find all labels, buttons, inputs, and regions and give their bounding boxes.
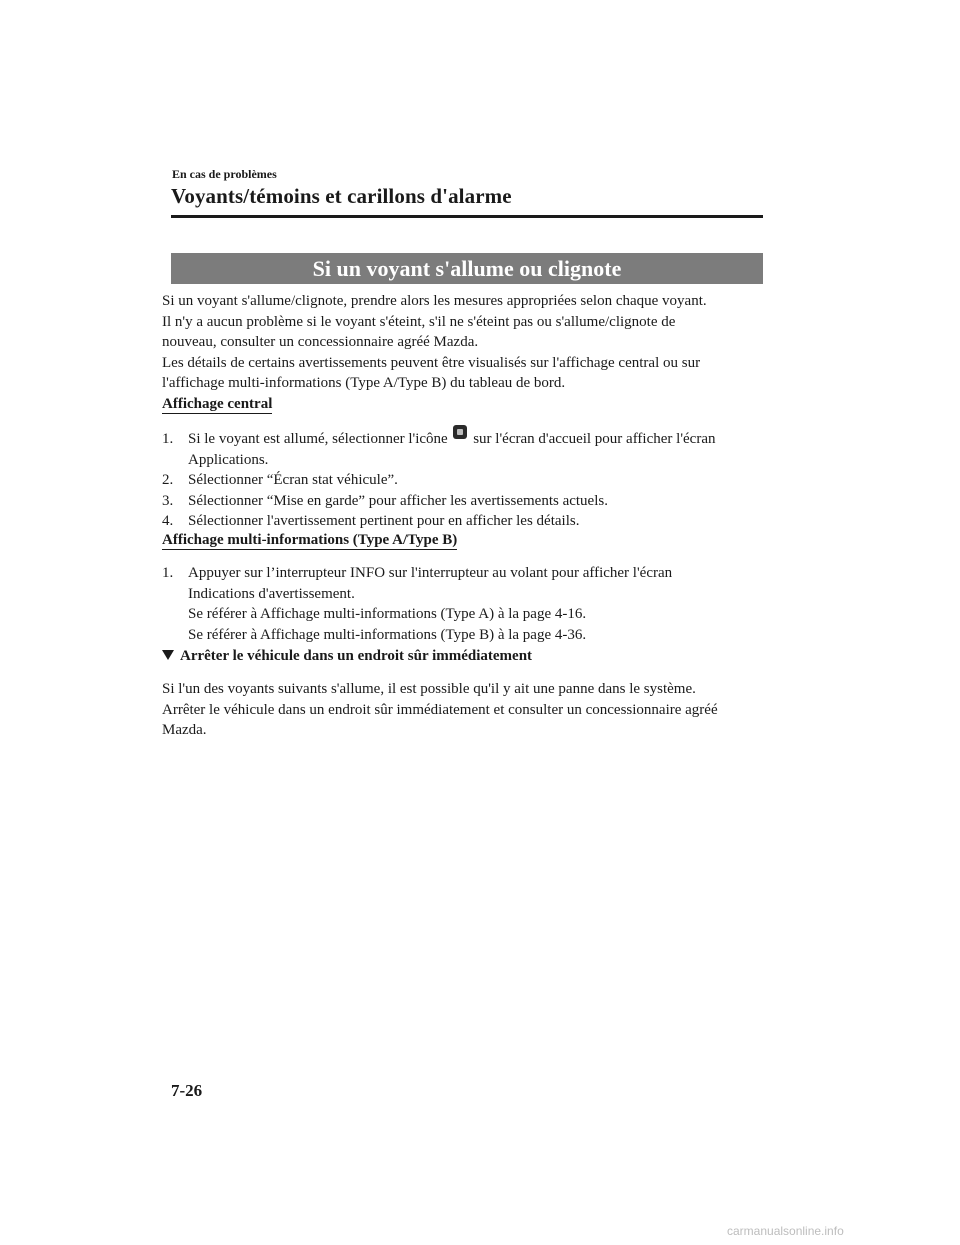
list-item: 1. Appuyer sur l’interrupteur INFO sur l'interrupteur au volant pour afficher l'écran Indications d'avertissement. Se référer à Affichage multi-informations (Type A) à la page 4-16. Se référer à Affichage multi-informations (Type B) à la page 4-36. [162, 563, 672, 645]
intro-line: nouveau, consulter un concessionnaire agréé Mazda. [162, 334, 479, 350]
stop-line: Si l'un des voyants suivants s'allume, il est possible qu'il y ait une panne dans le système. [162, 681, 696, 697]
stop-line: Mazda. [162, 722, 207, 738]
stop-vehicle-heading: Arrêter le véhicule dans un endroit sûr immédiatement [162, 648, 532, 665]
stop-paragraph [162, 679, 718, 741]
footer-url: carmanualsonline.info [727, 1224, 844, 1238]
list-item: 3. Sélectionner “Mise en garde” pour afficher les avertissements actuels. [162, 492, 608, 509]
central-display-heading: Affichage central [162, 396, 273, 412]
header-rule [171, 215, 763, 218]
section-banner: Si un voyant s'allume ou clignote [171, 253, 763, 284]
intro-paragraph [162, 291, 707, 394]
list-item: 2. Sélectionner “Écran stat véhicule”. [162, 472, 398, 488]
intro-line: Les détails de certains avertissements peuvent être visualisés sur l'affichage central ou sur [162, 354, 701, 371]
multi-display-heading: Affichage multi-informations (Type A/Type B) [162, 532, 458, 548]
page-reference: Se référer à Affichage multi-informations (Type A) à la page 4-16. [188, 606, 587, 622]
list-item: 1. Si le voyant est allumé, sélectionner l'icône sur l'écran d'accueil pour afficher l'écran Applications. [162, 429, 716, 470]
intro-line: Il n'y a aucun problème si le voyant s'éteint, s'il ne s'éteint pas ou s'allume/clignote de [162, 313, 676, 330]
central-steps-list [162, 429, 716, 532]
chapter-title: Voyants/témoins et carillons d'alarme [171, 184, 512, 208]
page-number: 7-26 [171, 1081, 203, 1100]
intro-line: Si un voyant s'allume/clignote, prendre alors les mesures appropriées selon chaque voyant. [162, 293, 707, 309]
multi-steps-list [162, 563, 672, 645]
applications-icon [453, 425, 467, 439]
intro-line: l'affichage multi-informations (Type A/Type B) du tableau de bord. [162, 375, 566, 391]
stop-line: Arrêter le véhicule dans un endroit sûr immédiatement et consulter un concessionnaire agréé [162, 701, 718, 718]
triangle-down-icon [162, 650, 174, 660]
page-reference: Se référer à Affichage multi-informations (Type B) à la page 4-36. [188, 626, 587, 643]
list-item: 4. Sélectionner l'avertissement pertinent pour en afficher les détails. [162, 513, 580, 529]
section-label: En cas de problèmes [172, 167, 277, 181]
